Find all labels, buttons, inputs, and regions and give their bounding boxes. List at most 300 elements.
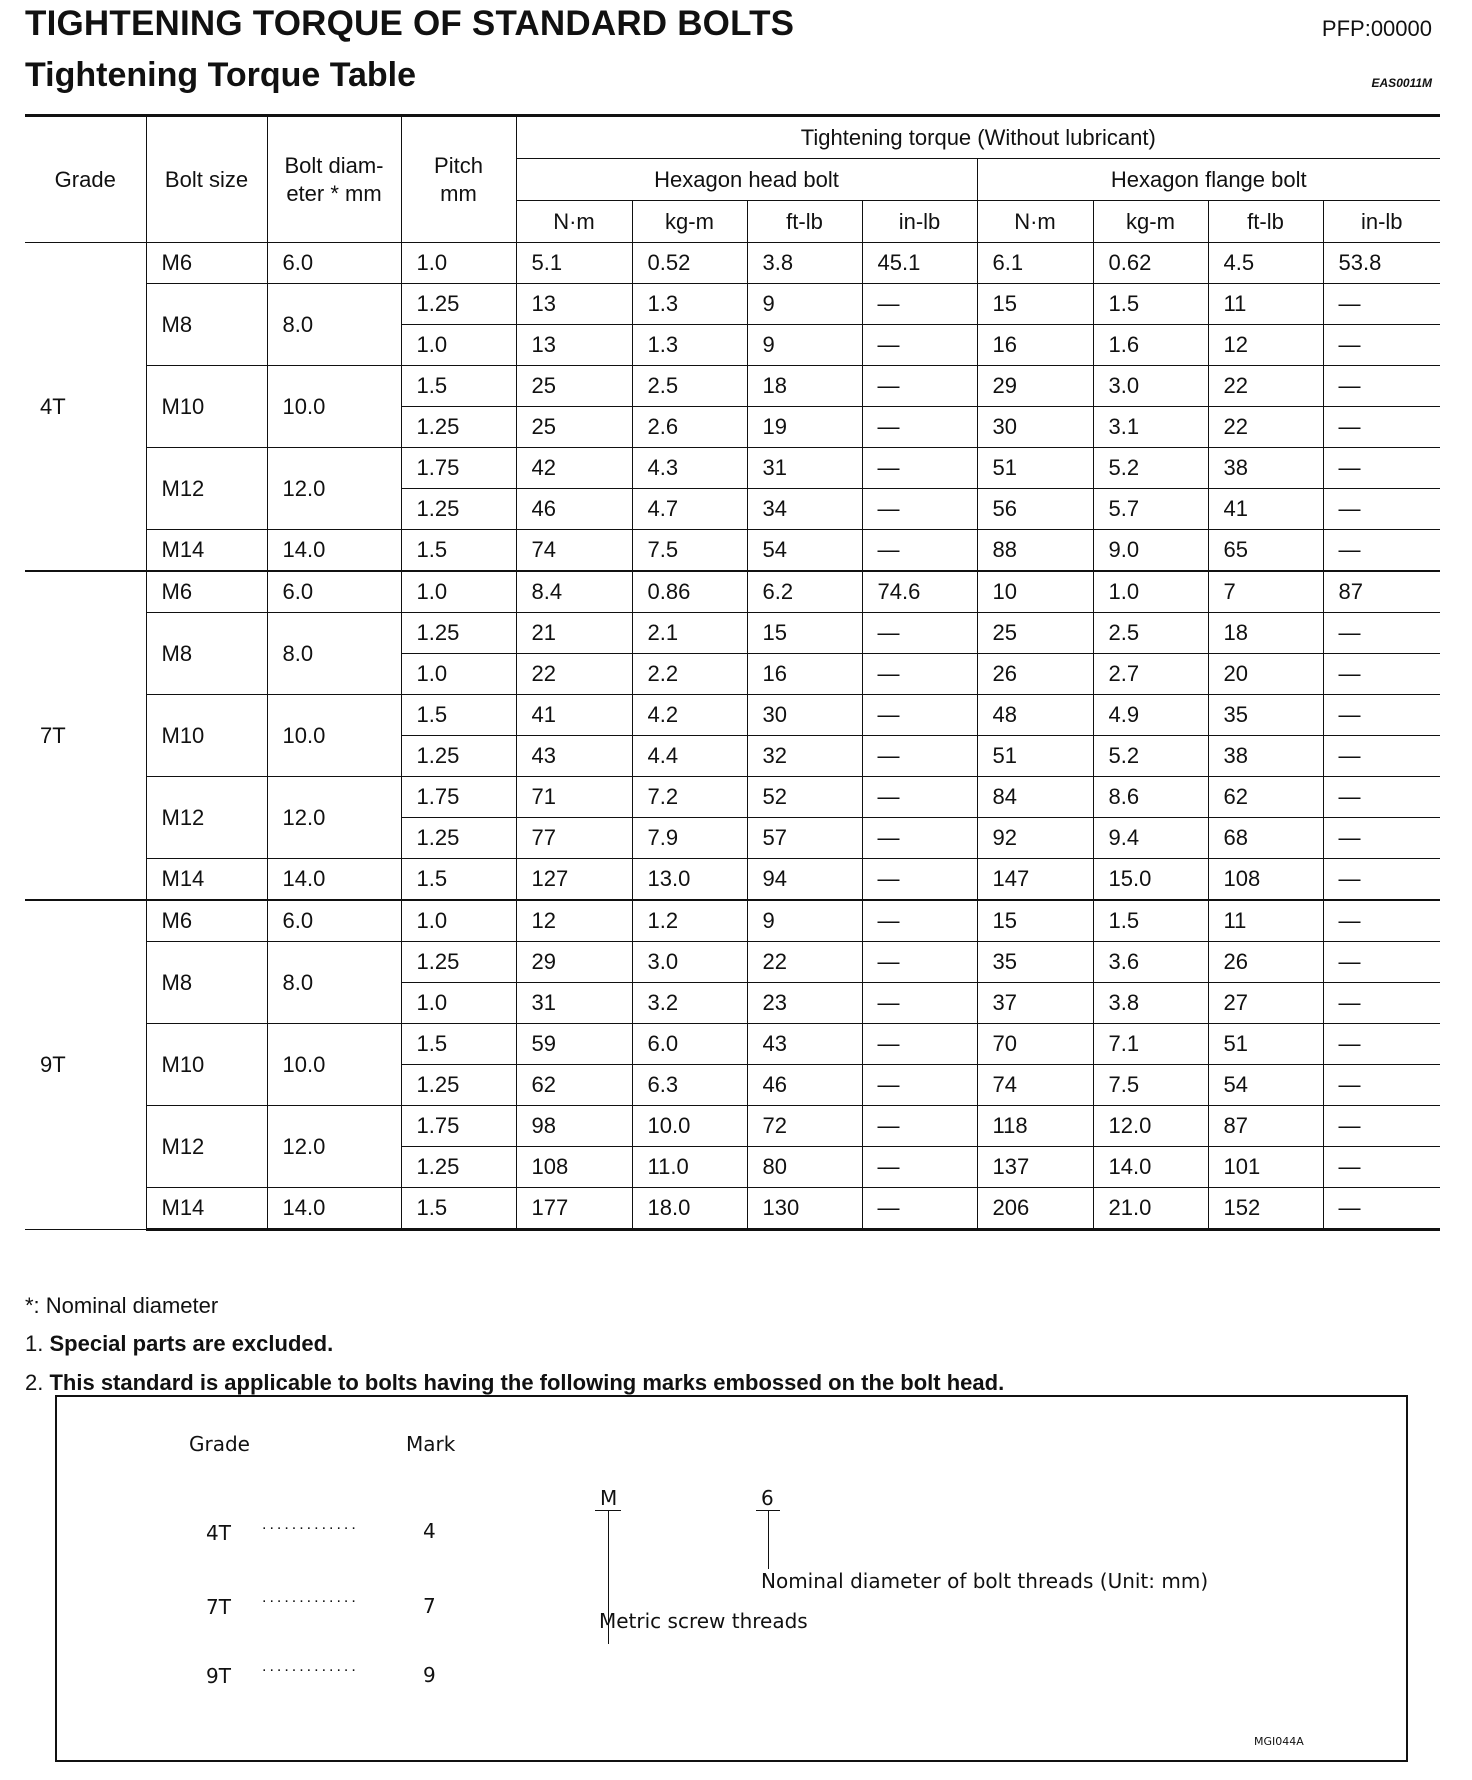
grade-cell: 7T [25, 571, 146, 900]
torque-cell: 94 [747, 859, 862, 901]
grade-cell: 4T [25, 243, 146, 572]
note-text: This standard is applicable to bolts having the following marks embossed on the bolt head. [49, 1370, 1005, 1395]
torque-cell: 26 [977, 654, 1093, 695]
torque-cell: 38 [1208, 448, 1323, 489]
torque-cell: 48 [977, 695, 1093, 736]
pitch-cell: 1.75 [401, 1106, 516, 1147]
torque-cell: 92 [977, 818, 1093, 859]
figure-grade-header: Grade [189, 1432, 250, 1456]
torque-cell: — [1323, 736, 1440, 777]
torque-cell: 98 [516, 1106, 632, 1147]
torque-cell: 0.86 [632, 571, 747, 613]
torque-cell: 9 [747, 900, 862, 942]
header-pitch: Pitch mm [401, 117, 516, 243]
bolt-diameter-cell: 12.0 [267, 777, 401, 859]
figure-grade-9t: 9T [206, 1664, 231, 1688]
torque-cell: 54 [747, 530, 862, 572]
bolt-size-cell: M14 [146, 1188, 267, 1230]
torque-cell: 87 [1208, 1106, 1323, 1147]
grade-cell: 9T [25, 900, 146, 1230]
bolt-diameter-cell: 10.0 [267, 695, 401, 777]
torque-cell: 7.9 [632, 818, 747, 859]
torque-cell: 21.0 [1093, 1188, 1208, 1230]
header-hex-head: Hexagon head bolt [516, 159, 977, 201]
torque-cell: 9 [747, 284, 862, 325]
torque-cell: — [1323, 1106, 1440, 1147]
bolt-diameter-cell: 8.0 [267, 942, 401, 1024]
torque-cell: 16 [747, 654, 862, 695]
torque-cell: — [1323, 900, 1440, 942]
torque-cell: — [862, 325, 977, 366]
pitch-cell: 1.0 [401, 983, 516, 1024]
torque-cell: 15 [747, 613, 862, 654]
torque-cell: 152 [1208, 1188, 1323, 1230]
torque-cell: 30 [747, 695, 862, 736]
torque-cell: — [862, 900, 977, 942]
pitch-cell: 1.5 [401, 530, 516, 572]
torque-cell: 3.8 [1093, 983, 1208, 1024]
figure-mark-header: Mark [406, 1432, 456, 1456]
torque-cell: 4.2 [632, 695, 747, 736]
footnote: *: Nominal diameter [25, 1293, 219, 1318]
torque-cell: 3.0 [632, 942, 747, 983]
torque-cell: 12 [516, 900, 632, 942]
torque-cell: 71 [516, 777, 632, 818]
table-row [25, 777, 1440, 818]
torque-cell: 80 [747, 1147, 862, 1188]
pitch-cell: 1.25 [401, 942, 516, 983]
torque-cell: 108 [1208, 859, 1323, 901]
torque-cell: — [1323, 654, 1440, 695]
torque-cell: 7 [1208, 571, 1323, 613]
torque-cell: 6.3 [632, 1065, 747, 1106]
torque-cell: — [1323, 284, 1440, 325]
torque-cell: 46 [516, 489, 632, 530]
torque-cell: — [862, 736, 977, 777]
torque-cell: 19 [747, 407, 862, 448]
pitch-cell: 1.25 [401, 1147, 516, 1188]
torque-cell: 2.2 [632, 654, 747, 695]
torque-cell: — [1323, 695, 1440, 736]
torque-cell: 4.9 [1093, 695, 1208, 736]
header-torque-group: Tightening torque (Without lubricant) [516, 117, 1440, 159]
torque-cell: 3.1 [1093, 407, 1208, 448]
torque-cell: 12 [1208, 325, 1323, 366]
torque-cell: 42 [516, 448, 632, 489]
figure-digit-6: 6 [761, 1486, 774, 1510]
figure-code: MGI044A [1254, 1735, 1304, 1748]
torque-cell: 2.5 [632, 366, 747, 407]
torque-cell: — [1323, 777, 1440, 818]
pitch-cell: 1.25 [401, 818, 516, 859]
bolt-size-cell: M10 [146, 695, 267, 777]
torque-cell: 7.1 [1093, 1024, 1208, 1065]
label-nominal-diameter: Nominal diameter of bolt threads (Unit: mm) [761, 1569, 1209, 1593]
page-title: TIGHTENING TORQUE OF STANDARD BOLTS [25, 4, 795, 43]
torque-cell: 62 [516, 1065, 632, 1106]
header-bolt-diameter: Bolt diam-eter * mm [267, 117, 401, 243]
torque-cell: — [862, 489, 977, 530]
torque-cell: 4.7 [632, 489, 747, 530]
torque-cell: — [1323, 983, 1440, 1024]
torque-cell: 3.0 [1093, 366, 1208, 407]
torque-cell: — [862, 654, 977, 695]
torque-cell: 5.1 [516, 243, 632, 284]
torque-cell: 15 [977, 900, 1093, 942]
torque-cell: — [862, 1024, 977, 1065]
table-row [25, 613, 1440, 654]
torque-cell: 11.0 [632, 1147, 747, 1188]
torque-cell: — [862, 1147, 977, 1188]
torque-cell: — [862, 777, 977, 818]
section-subtitle: Tightening Torque Table [25, 56, 416, 94]
torque-cell: — [1323, 448, 1440, 489]
table-row [25, 448, 1440, 489]
torque-cell: 4.5 [1208, 243, 1323, 284]
header-grade: Grade [25, 117, 146, 243]
torque-cell: — [862, 983, 977, 1024]
torque-cell: 2.7 [1093, 654, 1208, 695]
pitch-cell: 1.75 [401, 448, 516, 489]
torque-cell: 29 [516, 942, 632, 983]
torque-cell: — [1323, 1024, 1440, 1065]
torque-cell: 3.2 [632, 983, 747, 1024]
table-row [25, 284, 1440, 325]
note-number: 1. [25, 1331, 44, 1356]
bolt-diameter-cell: 6.0 [267, 243, 401, 284]
figure-grade-4t: 4T [206, 1521, 231, 1545]
torque-cell: 43 [747, 1024, 862, 1065]
torque-cell: 22 [516, 654, 632, 695]
torque-cell: 2.5 [1093, 613, 1208, 654]
torque-cell: 18 [1208, 613, 1323, 654]
bolt-diameter-cell: 8.0 [267, 613, 401, 695]
torque-cell: 1.6 [1093, 325, 1208, 366]
torque-cell: 18 [747, 366, 862, 407]
bolt-size-cell: M10 [146, 366, 267, 448]
table-row [25, 900, 1440, 942]
pitch-cell: 1.25 [401, 489, 516, 530]
torque-cell: 10.0 [632, 1106, 747, 1147]
torque-cell: 25 [977, 613, 1093, 654]
page-code: PFP:00000 [1321, 16, 1432, 41]
torque-cell: — [862, 366, 977, 407]
unit-header: kg-m [632, 201, 747, 243]
torque-cell: — [1323, 1147, 1440, 1188]
header-bolt-size: Bolt size [146, 117, 267, 243]
torque-cell: 1.5 [1093, 284, 1208, 325]
torque-cell: 206 [977, 1188, 1093, 1230]
bolt-size-cell: M12 [146, 1106, 267, 1188]
unit-header: N·m [516, 201, 632, 243]
torque-cell: 52 [747, 777, 862, 818]
torque-cell: 32 [747, 736, 862, 777]
torque-cell: 77 [516, 818, 632, 859]
torque-cell: 130 [747, 1188, 862, 1230]
torque-cell: 9.4 [1093, 818, 1208, 859]
torque-cell: 51 [977, 736, 1093, 777]
torque-cell: 25 [516, 366, 632, 407]
bolt-size-cell: M12 [146, 448, 267, 530]
bolt-size-cell: M6 [146, 900, 267, 942]
pitch-cell: 1.25 [401, 407, 516, 448]
torque-cell: — [862, 859, 977, 901]
torque-cell: 56 [977, 489, 1093, 530]
torque-cell: 74 [516, 530, 632, 572]
note-text: Special parts are excluded. [49, 1331, 334, 1356]
torque-cell: 21 [516, 613, 632, 654]
torque-cell: — [1323, 942, 1440, 983]
table-row [25, 1106, 1440, 1147]
torque-cell: 15.0 [1093, 859, 1208, 901]
torque-cell: 147 [977, 859, 1093, 901]
unit-header: in-lb [1323, 201, 1440, 243]
torque-cell: 72 [747, 1106, 862, 1147]
torque-cell: 13 [516, 284, 632, 325]
torque-cell: 54 [1208, 1065, 1323, 1106]
pitch-cell: 1.25 [401, 736, 516, 777]
torque-cell: 34 [747, 489, 862, 530]
torque-cell: 38 [1208, 736, 1323, 777]
bolt-size-cell: M14 [146, 530, 267, 572]
torque-cell: — [1323, 1188, 1440, 1230]
table-row [25, 1024, 1440, 1065]
figure-grade-7t: 7T [206, 1595, 231, 1619]
torque-cell: 68 [1208, 818, 1323, 859]
figure-mark-9: 9 [423, 1663, 436, 1687]
torque-cell: 127 [516, 859, 632, 901]
torque-cell: 14.0 [1093, 1147, 1208, 1188]
torque-cell: 1.3 [632, 284, 747, 325]
torque-cell: 11 [1208, 284, 1323, 325]
torque-cell: 37 [977, 983, 1093, 1024]
torque-cell: 7.5 [1093, 1065, 1208, 1106]
torque-cell: 1.5 [1093, 900, 1208, 942]
torque-cell: 22 [747, 942, 862, 983]
torque-cell: — [862, 284, 977, 325]
torque-cell: 1.2 [632, 900, 747, 942]
torque-cell: 16 [977, 325, 1093, 366]
table-row [25, 859, 1440, 901]
torque-cell: 5.2 [1093, 736, 1208, 777]
label-metric-threads: Metric screw threads [599, 1609, 808, 1633]
pitch-cell: 1.5 [401, 366, 516, 407]
torque-table-body [25, 243, 1440, 1230]
section-code: EAS0011M [1371, 76, 1432, 90]
torque-cell: — [862, 942, 977, 983]
torque-cell: 3.8 [747, 243, 862, 284]
torque-cell: 31 [516, 983, 632, 1024]
figure-mark-7: 7 [423, 1594, 436, 1618]
torque-cell: 22 [1208, 366, 1323, 407]
torque-cell: 46 [747, 1065, 862, 1106]
torque-cell: 88 [977, 530, 1093, 572]
pitch-cell: 1.5 [401, 1024, 516, 1065]
note-number: 2. [25, 1370, 44, 1395]
torque-cell: 74 [977, 1065, 1093, 1106]
bolt-size-cell: M12 [146, 777, 267, 859]
torque-cell: — [862, 448, 977, 489]
header-hex-flange: Hexagon flange bolt [977, 159, 1440, 201]
unit-header: kg-m [1093, 201, 1208, 243]
torque-cell: — [1323, 325, 1440, 366]
torque-cell: — [862, 530, 977, 572]
pitch-cell: 1.5 [401, 859, 516, 901]
unit-header: in-lb [862, 201, 977, 243]
pitch-cell: 1.0 [401, 571, 516, 613]
torque-cell: — [1323, 613, 1440, 654]
torque-cell: 10 [977, 571, 1093, 613]
torque-cell: 1.0 [1093, 571, 1208, 613]
pitch-cell: 1.0 [401, 243, 516, 284]
table-row [25, 942, 1440, 983]
bolt-diameter-cell: 6.0 [267, 571, 401, 613]
figure-mark-4: 4 [423, 1519, 436, 1543]
note-item-2 [25, 1370, 1004, 1396]
bolt-diameter-cell: 10.0 [267, 366, 401, 448]
torque-cell: 6.2 [747, 571, 862, 613]
torque-cell: 29 [977, 366, 1093, 407]
leader-dots: ............. [262, 1589, 359, 1606]
torque-cell: 177 [516, 1188, 632, 1230]
table-row [25, 530, 1440, 572]
torque-cell: 45.1 [862, 243, 977, 284]
torque-cell: 0.52 [632, 243, 747, 284]
bolt-size-cell: M8 [146, 613, 267, 695]
torque-cell: 53.8 [1323, 243, 1440, 284]
torque-cell: 84 [977, 777, 1093, 818]
torque-cell: — [862, 818, 977, 859]
torque-cell: 1.3 [632, 325, 747, 366]
torque-cell: — [862, 613, 977, 654]
torque-cell: 6.1 [977, 243, 1093, 284]
torque-cell: — [1323, 366, 1440, 407]
bolt-size-cell: M6 [146, 243, 267, 284]
torque-cell: — [862, 695, 977, 736]
torque-cell: 59 [516, 1024, 632, 1065]
torque-cell: 5.2 [1093, 448, 1208, 489]
bolt-size-cell: M14 [146, 859, 267, 901]
torque-cell: 7.2 [632, 777, 747, 818]
bolt-mark-figure [55, 1395, 1408, 1762]
torque-cell: 8.6 [1093, 777, 1208, 818]
leader-dots: ............. [262, 1516, 359, 1533]
torque-cell: 0.62 [1093, 243, 1208, 284]
torque-cell: 2.6 [632, 407, 747, 448]
torque-cell: — [862, 1065, 977, 1106]
pitch-cell: 1.25 [401, 284, 516, 325]
torque-cell: 27 [1208, 983, 1323, 1024]
torque-cell: 9.0 [1093, 530, 1208, 572]
torque-cell: 62 [1208, 777, 1323, 818]
torque-cell: 13 [516, 325, 632, 366]
leader-dots: ............. [262, 1658, 359, 1675]
torque-cell: 70 [977, 1024, 1093, 1065]
torque-cell: 2.1 [632, 613, 747, 654]
pitch-cell: 1.5 [401, 1188, 516, 1230]
torque-cell: 22 [1208, 407, 1323, 448]
torque-cell: 11 [1208, 900, 1323, 942]
torque-cell: 30 [977, 407, 1093, 448]
torque-cell: 9 [747, 325, 862, 366]
table-row [25, 1188, 1440, 1230]
torque-cell: 26 [1208, 942, 1323, 983]
torque-cell: 65 [1208, 530, 1323, 572]
torque-cell: 35 [1208, 695, 1323, 736]
table-row [25, 695, 1440, 736]
torque-cell: 5.7 [1093, 489, 1208, 530]
bolt-diameter-cell: 12.0 [267, 448, 401, 530]
torque-cell: 31 [747, 448, 862, 489]
bolt-diameter-cell: 6.0 [267, 900, 401, 942]
torque-cell: 41 [516, 695, 632, 736]
torque-cell: 51 [1208, 1024, 1323, 1065]
pitch-cell: 1.5 [401, 695, 516, 736]
torque-cell: 87 [1323, 571, 1440, 613]
torque-cell: 41 [1208, 489, 1323, 530]
pitch-cell: 1.75 [401, 777, 516, 818]
torque-cell: — [1323, 489, 1440, 530]
bolt-size-cell: M8 [146, 284, 267, 366]
torque-cell: 74.6 [862, 571, 977, 613]
torque-cell: — [1323, 530, 1440, 572]
torque-cell: — [862, 407, 977, 448]
torque-cell: — [862, 1106, 977, 1147]
torque-cell: 7.5 [632, 530, 747, 572]
bolt-size-cell: M10 [146, 1024, 267, 1106]
torque-cell: 20 [1208, 654, 1323, 695]
torque-cell: 3.6 [1093, 942, 1208, 983]
torque-cell: 23 [747, 983, 862, 1024]
torque-cell: 4.4 [632, 736, 747, 777]
bolt-diameter-cell: 10.0 [267, 1024, 401, 1106]
torque-cell: — [1323, 1065, 1440, 1106]
bolt-diameter-cell: 14.0 [267, 1188, 401, 1230]
torque-cell: — [1323, 407, 1440, 448]
torque-cell: 4.3 [632, 448, 747, 489]
bolt-size-cell: M6 [146, 571, 267, 613]
torque-cell: 108 [516, 1147, 632, 1188]
table-row [25, 571, 1440, 613]
pitch-cell: 1.25 [401, 1065, 516, 1106]
pitch-cell: 1.25 [401, 613, 516, 654]
torque-cell: 137 [977, 1147, 1093, 1188]
unit-header: ft-lb [1208, 201, 1323, 243]
bolt-size-cell: M8 [146, 942, 267, 1024]
unit-header: ft-lb [747, 201, 862, 243]
unit-header: N·m [977, 201, 1093, 243]
torque-cell: 25 [516, 407, 632, 448]
torque-cell: 8.4 [516, 571, 632, 613]
torque-cell: — [1323, 818, 1440, 859]
torque-cell: 12.0 [1093, 1106, 1208, 1147]
torque-cell: 43 [516, 736, 632, 777]
pitch-cell: 1.0 [401, 900, 516, 942]
torque-cell: 51 [977, 448, 1093, 489]
torque-cell: 35 [977, 942, 1093, 983]
torque-cell: 13.0 [632, 859, 747, 901]
bolt-diameter-cell: 12.0 [267, 1106, 401, 1188]
indicator-line [768, 1510, 769, 1569]
table-row [25, 243, 1440, 284]
torque-cell: 18.0 [632, 1188, 747, 1230]
torque-cell: — [1323, 859, 1440, 901]
bolt-diameter-cell: 8.0 [267, 284, 401, 366]
table-row [25, 366, 1440, 407]
torque-table [25, 117, 1440, 1231]
torque-cell: 57 [747, 818, 862, 859]
bolt-diameter-cell: 14.0 [267, 530, 401, 572]
